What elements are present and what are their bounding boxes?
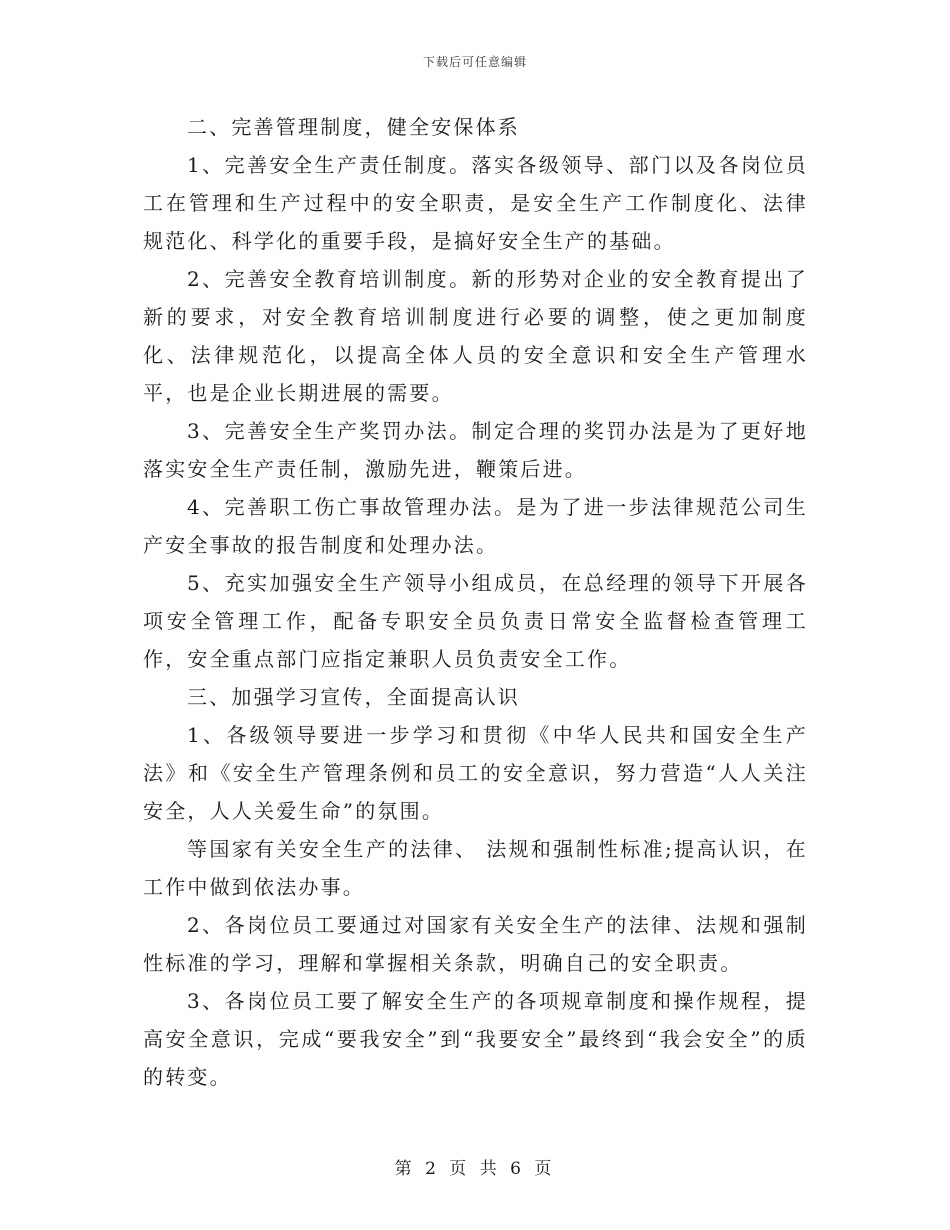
paragraph: 3、完善安全生产奖罚办法。制定合理的奖罚办法是为了更好地落实安全生产责任制，激励先进，鞭策后进。 [143,419,808,481]
paragraph: 3、各岗位员工要了解安全生产的各项规章制度和操作规程，提高安全意识，完成“要我安全”到“我要安全”最终到“我会安全”的质的转变。 [143,989,808,1089]
paragraph: 5、充实加强安全生产领导小组成员，在总经理的领导下开展各项安全管理工作，配备专职安全员负责日常安全监督检查管理工作，安全重点部门应指定兼职人员负责安全工作。 [143,571,808,671]
document-body [143,108,808,1096]
paragraph: 1、各级领导要进一步学习和贯彻《中华人民共和国安全生产法》和《安全生产管理条例和员工的安全意识，努力营造“人人关注安全，人人关爱生命”的氛围。 [143,723,808,823]
paragraph: 1、完善安全生产责任制度。落实各级领导、部门以及各岗位员工在管理和生产过程中的安全职责，是安全生产工作制度化、法律规范化、科学化的重要手段，是搞好安全生产的基础。 [143,153,808,253]
page-number-footer: 第 2 页 共 6 页 [394,1159,556,1179]
paragraph: 4、完善职工伤亡事故管理办法。是为了进一步法律规范公司生产安全事故的报告制度和处理办法。 [143,495,808,557]
paragraph: 2、完善安全教育培训制度。新的形势对企业的安全教育提出了新的要求，对安全教育培训制度进行必要的调整，使之更加制度化、法律规范化，以提高全体人员的安全意识和安全生产管理水平，也是企业长期进展的需要。 [143,267,808,405]
section-heading-2: 二、完善管理制度，健全安保体系 [187,115,520,139]
section-heading-3: 三、加强学习宣传，全面提高认识 [187,685,520,709]
page-header-note: 下载后可任意编辑 [422,55,527,69]
paragraph: 等国家有关安全生产的法律、 法规和强制性标准;提高认识，在工作中做到依法办事。 [143,837,808,899]
paragraph: 2、各岗位员工要通过对国家有关安全生产的法律、法规和强制性标准的学习，理解和掌握相关条款，明确自己的安全职责。 [143,913,808,975]
